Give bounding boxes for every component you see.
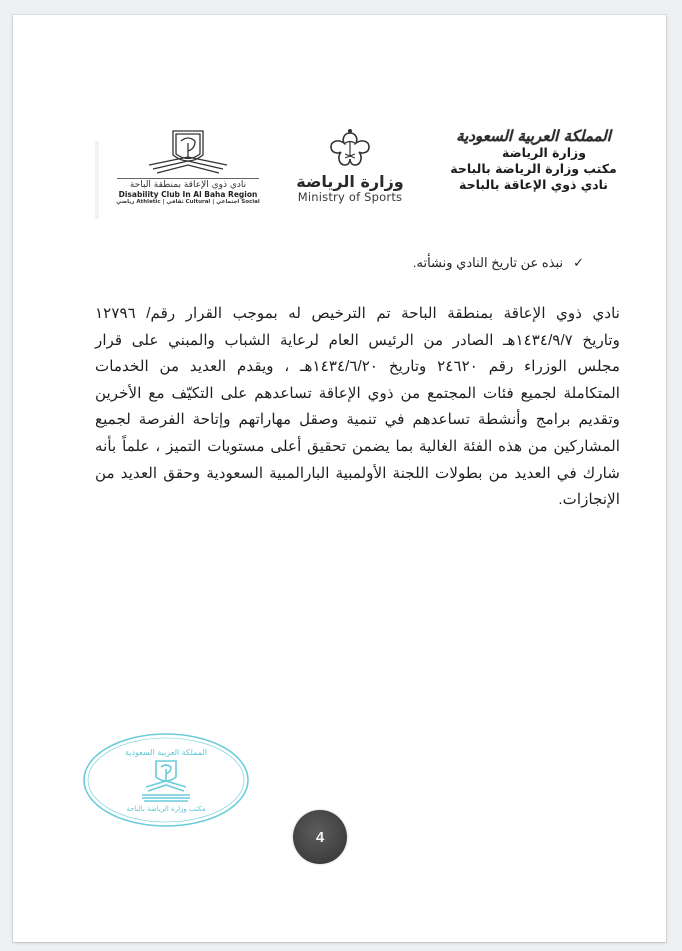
ministry-of-sports-logo [281, 127, 419, 204]
stamp-bottom-text: مكتب وزارة الرياضة بالباحة [126, 805, 206, 813]
stamp-top-text: المملكة العربية السعودية [124, 748, 208, 757]
section-heading [413, 255, 584, 271]
page-number: 4 [315, 828, 325, 846]
sakura-palm-emblem-icon [322, 127, 378, 171]
ministry-english-name: Ministry of Sports [297, 190, 403, 204]
office-name: مكتب وزارة الرياضة بالباحة [450, 161, 617, 176]
page-number-badge [293, 810, 347, 864]
club-name: نادي ذوي الإعاقة بالباحة [458, 177, 608, 192]
club-arabic-name: نادي ذوي الإعاقة بمنطقة الباحة [129, 180, 247, 190]
disability-club-logo [113, 127, 263, 206]
kingdom-header-text [441, 127, 626, 193]
paragraph-line: مجلس الوزراء رقم ٢٤٦٢٠ وتاريخ ١٤٣٤/٦/٢٠هـ ، ويقدم العديد من الخدمات [95, 358, 620, 376]
ministry-name: وزارة الرياضة [502, 145, 586, 160]
letterhead [13, 15, 666, 235]
paragraph-line: المشاركين من هذه الفئة الغالية بما يضمن تحقيق أعلى مستويات التميز ، علماً بأنه [95, 437, 620, 455]
club-history-paragraph [95, 301, 620, 514]
club-english-name: Disability Club In Al Baha Region [118, 190, 258, 199]
paragraph-line: المتكاملة لجميع فئات المجتمع من ذوي الإعاقة تساعدهم على التكيّف مع الأخرين [95, 384, 620, 402]
logo-rule [117, 178, 259, 179]
club-shield-book-icon [143, 127, 233, 177]
document-page [13, 15, 666, 942]
check-mark-icon: ✓ [573, 255, 584, 270]
divider [95, 141, 99, 219]
paragraph-line: نادي ذوي الإعاقة بمنطقة الباحة تم الترخيص له بموجب القرار رقم/ ١٢٧٩٦ [95, 305, 620, 322]
section-heading-text: نبذه عن تاريخ النادي ونشأته. [412, 255, 564, 270]
paragraph-line: وتقديم برامج وأنشطة تساعدهم في تنمية وصقل مهاراتهم وإتاحة الفرصة لجميع [95, 411, 620, 429]
paragraph-line: شارك في العديد من بطولات اللجنة الأولمبية البارالمبية السعودية وحقق العديد من [95, 464, 620, 482]
paragraph-line: الإنجازات. [558, 491, 620, 509]
official-stamp [82, 731, 250, 829]
kingdom-calligraphy: المملكة العربية السعودية [456, 127, 611, 145]
ministry-arabic-name: وزارة الرياضة [296, 172, 404, 191]
club-tags: رياضي Athletic | ثقافي Cultural | اجتماعي Social [116, 199, 260, 205]
paragraph-line: وتاريخ ١٤٣٤/٩/٧هـ الصادر من الرئيس العام لرعاية الشباب والمبني على قرار [95, 331, 620, 349]
